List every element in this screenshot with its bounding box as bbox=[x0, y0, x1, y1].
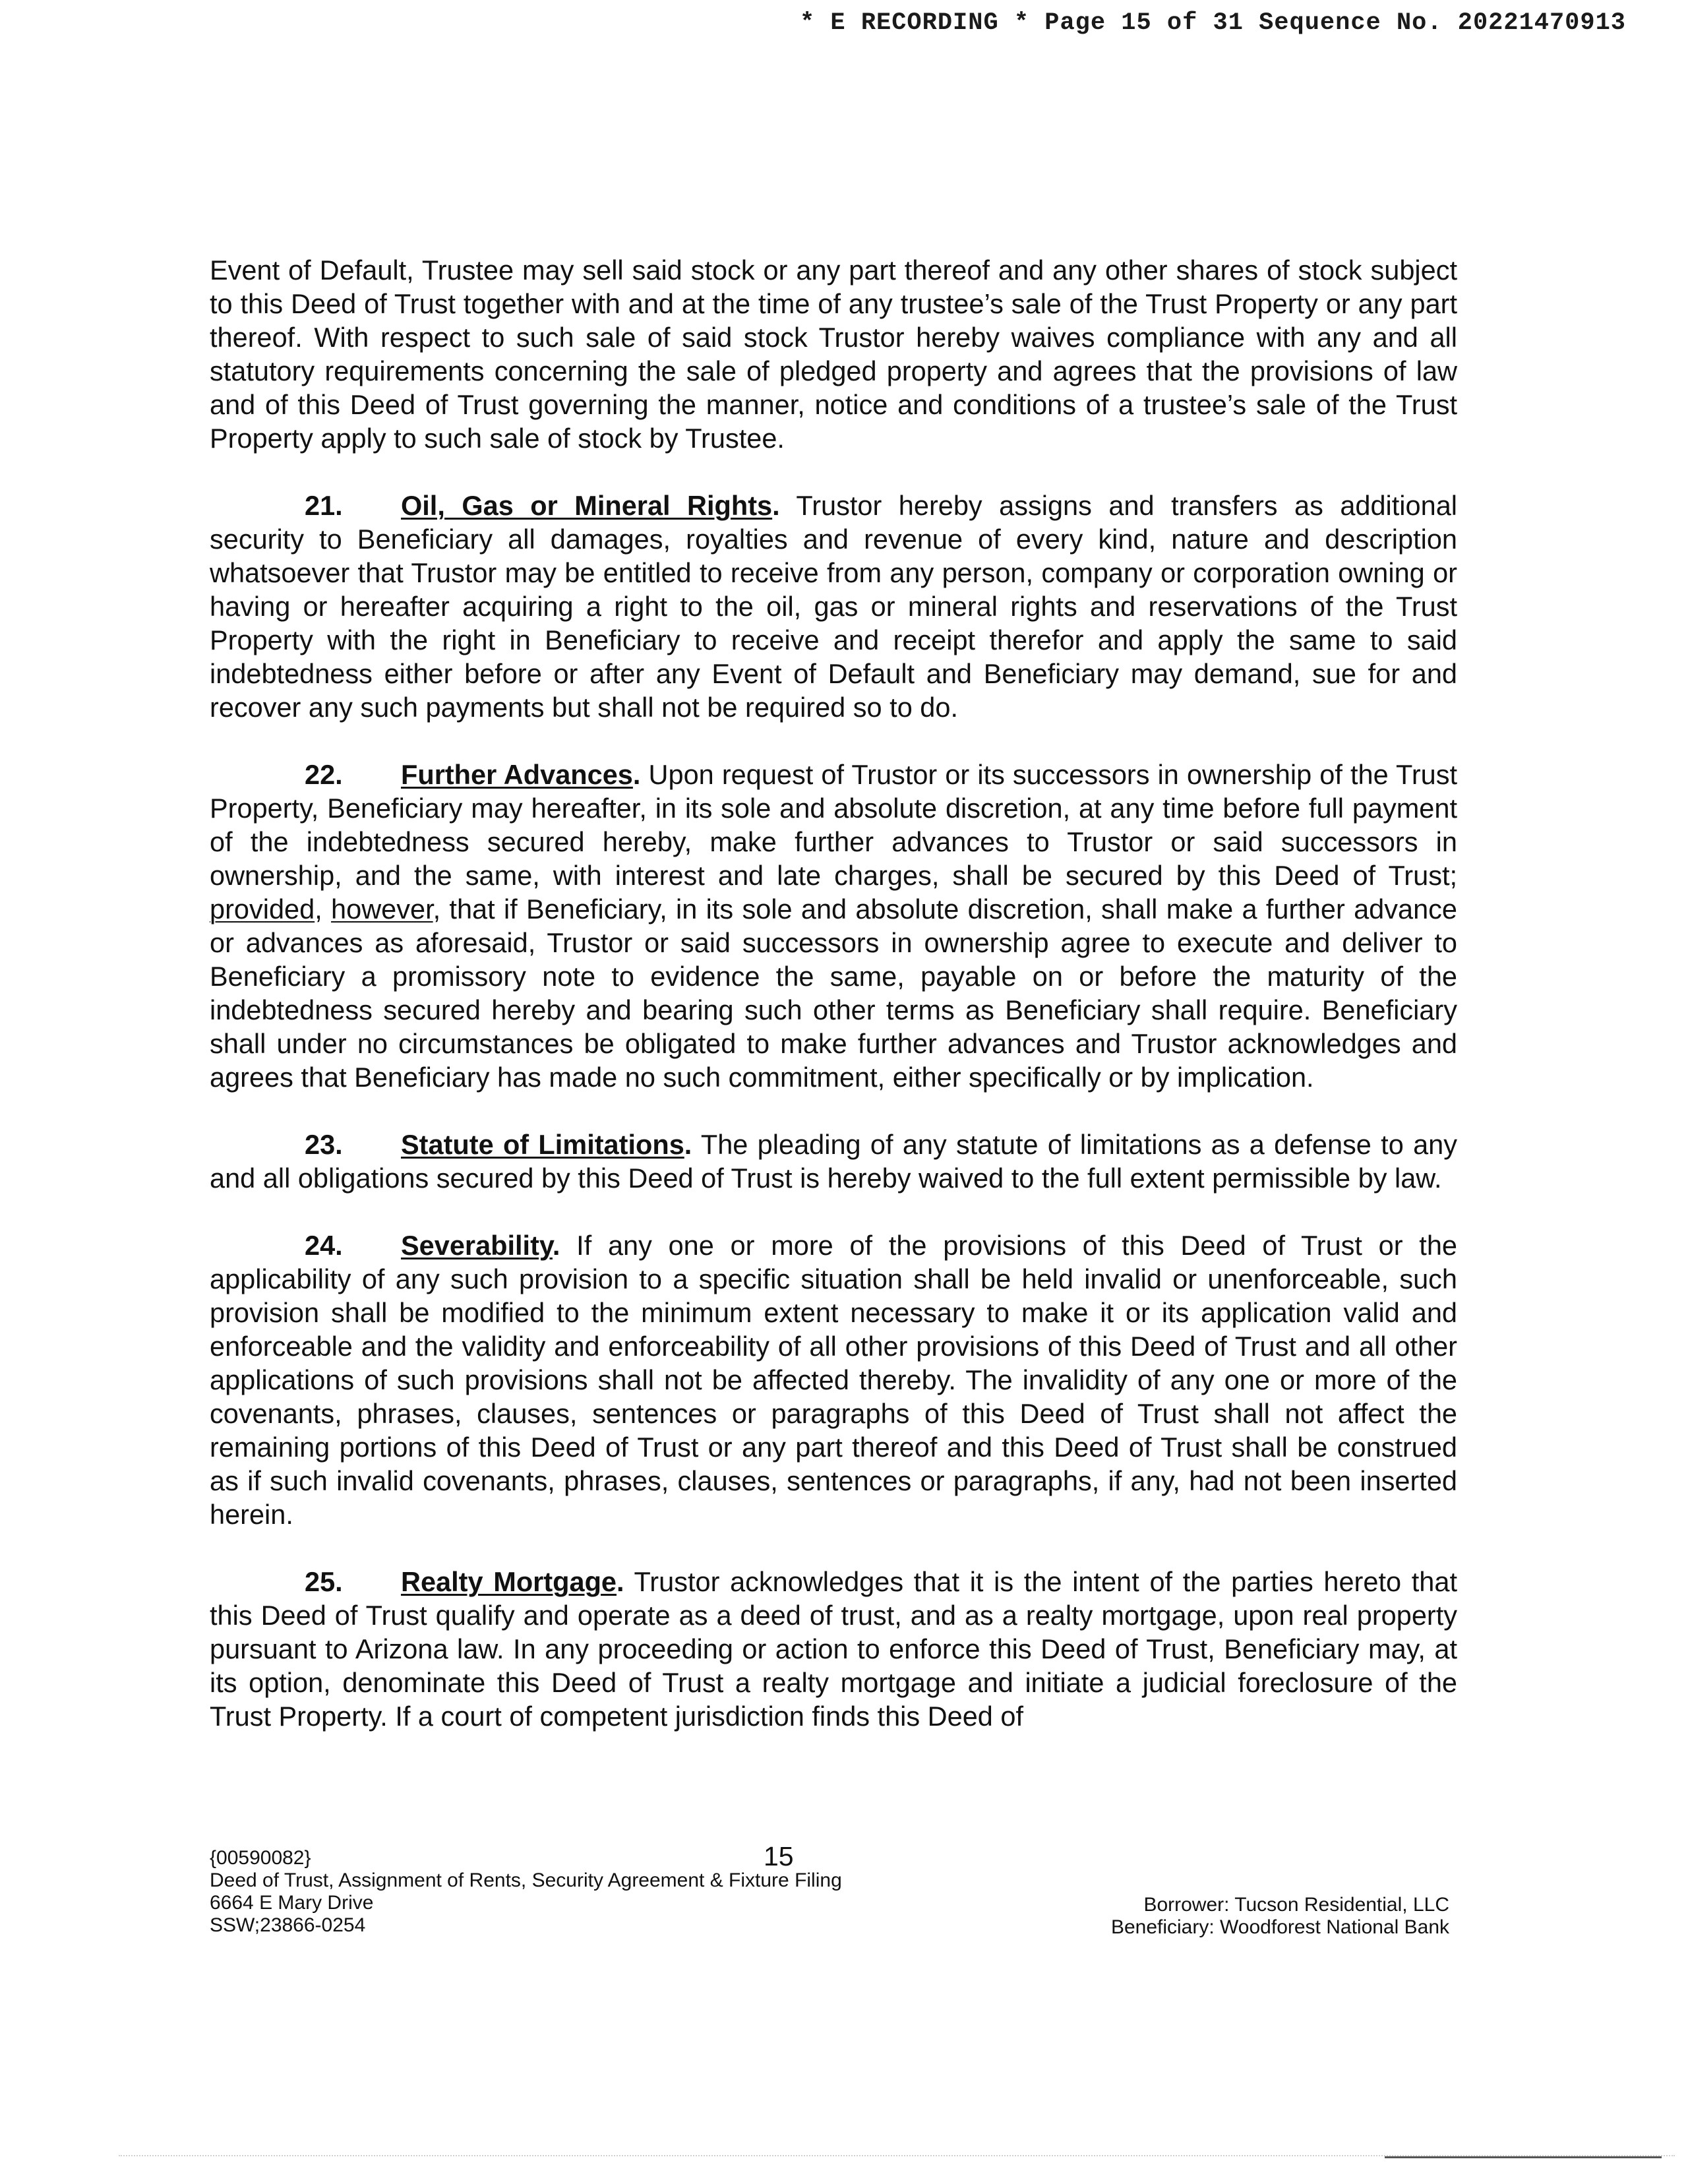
footer-beneficiary: Beneficiary: Woodforest National Bank bbox=[1110, 1916, 1449, 1938]
section-21: 21. Oil, Gas or Mineral Rights. Trustor hereby assigns and transfers as additional security to Beneficiary all damages, royalties and revenue of every kind, nature and description whatsoever that Trustor may be entitled to receive from any person, company or corporation owning or having or hereafter acquiring a right to the oil, gas or mineral rights and reservations of the Trust Property with the right in Beneficiary to receive and receipt therefor and apply the same to said indebtedness either before or after any Event of Default and Beneficiary may demand, sue for and recover any such payments but shall not be required so to do. bbox=[210, 490, 1457, 723]
section-text: Trustor hereby assigns and transfers as additional security to Beneficiary all damages, royalties and revenue of every kind, nature and description whatsoever that Trustor may be entitled to receive from any person, company or corporation owning or having or hereafter acquiring a right to the oil, gas or mineral rights and reservations of the Trust Property with the right in Beneficiary to receive and receipt therefor and apply the same to said indebtedness either before or after any Event of Default and Beneficiary may demand, sue for and recover any such payments but shall not be required so to do. bbox=[210, 490, 1457, 723]
section-heading: Further Advances bbox=[401, 759, 633, 790]
footer-file-ref: SSW;23866-0254 bbox=[210, 1914, 366, 1936]
section-heading: Realty Mortgage bbox=[401, 1566, 617, 1597]
recording-header: * E RECORDING * Page 15 of 31 Sequence No. 20221470913 bbox=[800, 9, 1626, 37]
provided-term: provided bbox=[210, 894, 315, 925]
footer-address: 6664 E Mary Drive bbox=[210, 1892, 374, 1914]
footer-right-block bbox=[1111, 1894, 1449, 1939]
section-text: If any one or more of the provisions of this Deed of Trust or the applicability of any such provision to a specific situation shall be held invalid or unenforceable, such provision shall be modified to the minimum extent necessary to make it or its application valid and enforceable and the validity and enforceability of all other provisions of this Deed of Trust and all other applications of such provisions shall not be affected thereby. The invalidity of any one or more of the covenants, phrases, clauses, sentences or paragraphs of this Deed of Trust shall not affect the remaining portions of this Deed of Trust or any part thereof and this Deed of Trust shall be construed as if such invalid covenants, phrases, clauses, sentences or paragraphs, if any, had not been inserted herein. bbox=[210, 1230, 1457, 1530]
section-25: 25. Realty Mortgage. Trustor acknowledges that it is the intent of the parties hereto that this Deed of Trust qualify and operate as a deed of trust, and as a realty mortgage, upon real property pursuant to Arizona law. In any proceeding or action to enforce this Deed of Trust, Beneficiary may, at its option, denominate this Deed of Trust a realty mortgage and initiate a judicial foreclosure of the Trust Property. If a court of competent jurisdiction finds this Deed of bbox=[210, 1566, 1457, 1732]
footer-borrower: Borrower: Tucson Residential, LLC bbox=[1143, 1894, 1449, 1916]
scan-artifact-rule bbox=[1385, 2156, 1662, 2158]
section-heading: Statute of Limitations bbox=[401, 1129, 684, 1160]
section-heading: Oil, Gas or Mineral Rights bbox=[401, 490, 773, 521]
paragraph-continued bbox=[210, 253, 1457, 455]
section-heading: Severability bbox=[401, 1230, 553, 1261]
section-23: 23. Statute of Limitations. The pleading of any statute of limitations as a defense to any and all obligations secured by this Deed of Trust is hereby waived to the full extent permissible by law. bbox=[210, 1129, 1457, 1194]
section-number: 23. bbox=[305, 1129, 343, 1160]
footer-doc-id: {00590082} bbox=[210, 1847, 311, 1869]
footer-left-block bbox=[210, 1847, 842, 1937]
section-number: 21. bbox=[305, 490, 343, 521]
section-text-continued: , that if Beneficiary, in its sole and absolute discretion, shall make a further advance or advances as aforesaid, Trustor or said successors in ownership agree to execute and deliver to Beneficiary a promissory note to evidence the same, payable on or before the maturity of the indebtedness secured hereby and bearing such other terms as Beneficiary shall require. Beneficiary shall under no circumstances be obligated to make further advances and Trustor acknowledges and agrees that Beneficiary has made no such commitment, either specifically or by implication. bbox=[210, 894, 1457, 1093]
section-24: 24. Severability. If any one or more of the provisions of this Deed of Trust or the applicability of any such provision to a specific situation shall be held invalid or unenforceable, such provision shall be modified to the minimum extent necessary to make it or its application valid and enforceable and the validity and enforceability of all other provisions of this Deed of Trust and all other applications of such provisions shall not be affected thereby. The invalidity of any one or more of the covenants, phrases, clauses, sentences or paragraphs of this Deed of Trust shall not affect the remaining portions of this Deed of Trust or any part thereof and this Deed of Trust shall be construed as if such invalid covenants, phrases, clauses, sentences or paragraphs, if any, had not been inserted herein. bbox=[210, 1230, 1457, 1530]
footer-doc-title: Deed of Trust, Assignment of Rents, Security Agreement & Fixture Filing bbox=[210, 1869, 842, 1891]
section-number: 22. bbox=[305, 759, 343, 790]
paragraph-text: Event of Default, Trustee may sell said stock or any part thereof and any other shares of stock subject to this Deed of Trust together with and at the time of any trustee’s sale of the Trust Property or any part thereof. With respect to such sale of said stock Trustor hereby waives compliance with any and all statutory requirements concerning the sale of pledged property and agrees that the provisions of law and of this Deed of Trust governing the manner, notice and conditions of a trustee’s sale of the Trust Property apply to such sale of stock by Trustee. bbox=[210, 255, 1457, 454]
section-number: 25. bbox=[305, 1566, 343, 1597]
section-22: 22. Further Advances. Upon request of Trustor or its successors in ownership of the Trust Property, Beneficiary may hereafter, in its sole and absolute discretion, at any time before full payment of the indebtedness secured hereby, make further advances to Trustor or said successors in ownership, and the same, with interest and late charges, shall be secured by this Deed of Trust; provided, however, that if Beneficiary, in its sole and absolute discretion, shall make a further advance or advances as aforesaid, Trustor or said successors in ownership agree to execute and deliver to Beneficiary a promissory note to evidence the same, payable on or before the maturity of the indebtedness secured hereby and bearing such other terms as Beneficiary shall require. Beneficiary shall under no circumstances be obligated to make further advances and Trustor acknowledges and agrees that Beneficiary has made no such commitment, either specifically or by implication. bbox=[210, 759, 1457, 1093]
page-number: 15 bbox=[764, 1841, 794, 1871]
section-text: Upon request of Trustor or its successors in ownership of the Trust Property, Beneficiary may hereafter, in its sole and absolute discretion, at any time before full payment of the indebtedness secured hereby, make further advances to Trustor or said successors in ownership, and the same, with interest and late charges, shall be secured by this Deed of Trust; bbox=[210, 759, 1457, 891]
however-term: however bbox=[331, 894, 433, 925]
section-number: 24. bbox=[305, 1230, 343, 1261]
document-body bbox=[210, 253, 1457, 1767]
section-text: The pleading of any statute of limitations as a defense to any and all obligations secured by this Deed of Trust is hereby waived to the full extent permissible by law. bbox=[210, 1129, 1457, 1194]
comma-text: , bbox=[315, 894, 332, 925]
section-text: Trustor acknowledges that it is the intent of the parties hereto that this Deed of Trust qualify and operate as a deed of trust, and as a realty mortgage, upon real property pursuant to Arizona law. In any proceeding or action to enforce this Deed of Trust, Beneficiary may, at its option, denominate this Deed of Trust a realty mortgage and initiate a judicial foreclosure of the Trust Property. If a court of competent jurisdiction finds this Deed of bbox=[210, 1566, 1457, 1732]
